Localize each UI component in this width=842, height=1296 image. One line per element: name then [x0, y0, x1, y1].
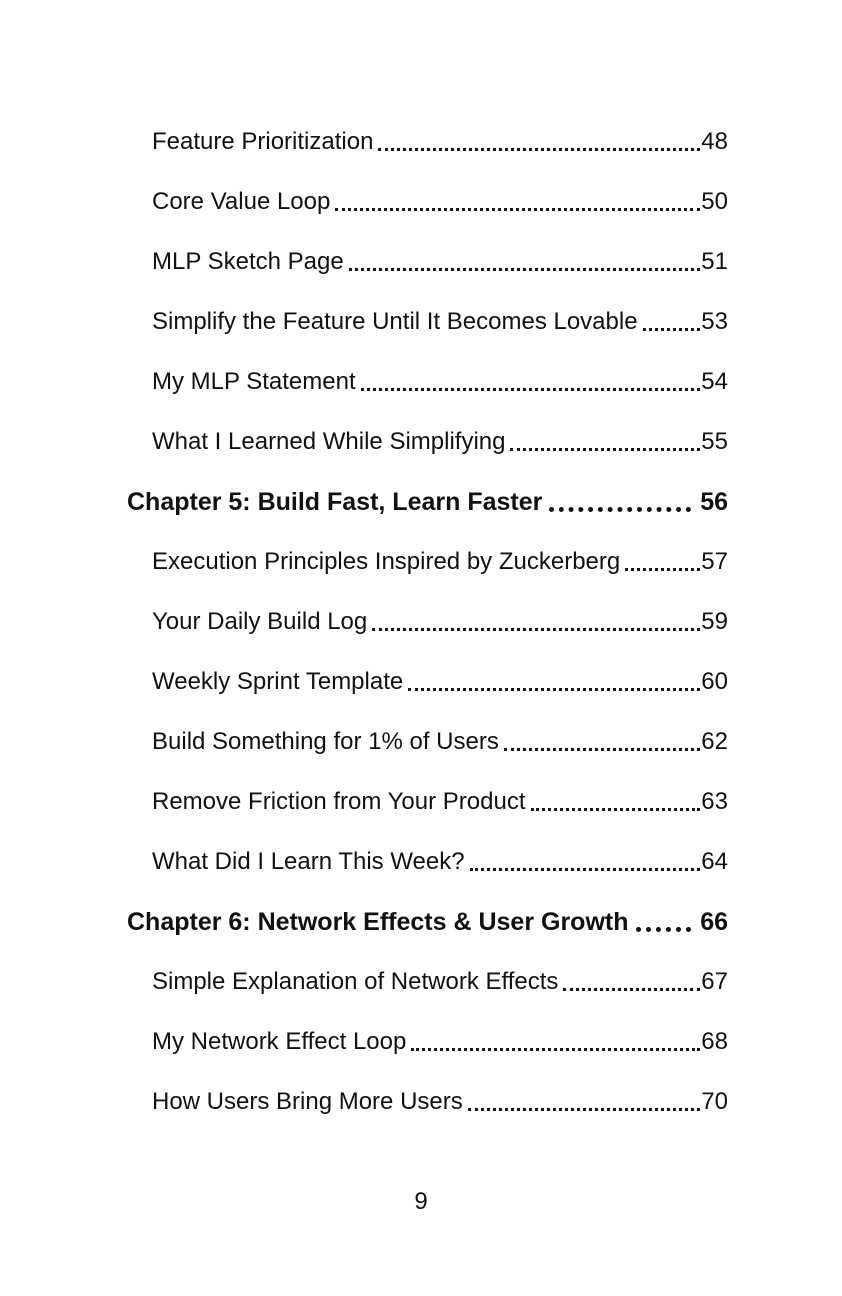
- dot-leader: [468, 1086, 701, 1111]
- toc-entry-label: My Network Effect Loop: [152, 1028, 407, 1055]
- toc-entry: [127, 846, 728, 878]
- toc-entry: [127, 1086, 728, 1118]
- toc-chapter-entry: [127, 486, 728, 518]
- page-footer: [0, 1186, 842, 1218]
- toc-entry: [127, 546, 728, 578]
- dot-leader: [625, 546, 700, 571]
- toc-entry-page-number: 48: [701, 128, 728, 155]
- toc-entry-page-number: 55: [701, 428, 728, 455]
- dot-leader: [504, 726, 700, 751]
- toc-entry-label: Execution Principles Inspired by Zuckerberg: [152, 548, 621, 575]
- toc-entry-page-number: 64: [701, 848, 728, 875]
- toc-entry: [127, 426, 728, 458]
- toc-entry-page-number: 66: [700, 908, 728, 936]
- toc-entry: [127, 966, 728, 998]
- toc-entry-page-number: 54: [701, 368, 728, 395]
- toc-entry-label: Chapter 6: Network Effects & User Growth: [127, 908, 629, 936]
- toc-entry-label: What Did I Learn This Week?: [152, 848, 465, 875]
- toc-entry: [127, 246, 728, 278]
- toc-entry: [127, 366, 728, 398]
- toc-entry-page-number: 68: [701, 1028, 728, 1055]
- dot-leader: [563, 966, 700, 991]
- dot-leader: [408, 666, 700, 691]
- toc-entry-label: Simple Explanation of Network Effects: [152, 968, 559, 995]
- toc-entry: [127, 786, 728, 818]
- page-number: 9: [414, 1188, 428, 1215]
- toc-entry-page-number: 70: [701, 1088, 728, 1115]
- toc-entry-label: Weekly Sprint Template: [152, 668, 404, 695]
- toc-entry: [127, 306, 728, 338]
- toc-entry-page-number: 60: [701, 668, 728, 695]
- toc-entry-page-number: 51: [701, 248, 728, 275]
- toc-entry-label: My MLP Statement: [152, 368, 356, 395]
- toc-entry-page-number: 57: [701, 548, 728, 575]
- dot-leader: [549, 486, 691, 512]
- toc-entry-label: Simplify the Feature Until It Becomes Lovable: [152, 308, 638, 335]
- toc-chapter-entry: [127, 906, 728, 938]
- dot-leader: [361, 366, 701, 391]
- toc-entry-page-number: 50: [701, 188, 728, 215]
- toc-entry: [127, 666, 728, 698]
- toc-entry-label: Feature Prioritization: [152, 128, 374, 155]
- toc-entry-label: Your Daily Build Log: [152, 608, 368, 635]
- toc-entry-page-number: 56: [700, 488, 728, 516]
- dot-leader: [378, 126, 700, 151]
- toc-entry-page-number: 62: [701, 728, 728, 755]
- toc-entry-label: Core Value Loop: [152, 188, 331, 215]
- toc-entry-page-number: 53: [701, 308, 728, 335]
- dot-leader: [349, 246, 701, 271]
- table-of-contents: [127, 126, 728, 1146]
- toc-entry-label: MLP Sketch Page: [152, 248, 344, 275]
- toc-entry-page-number: 67: [701, 968, 728, 995]
- dot-leader: [510, 426, 700, 451]
- dot-leader: [372, 606, 700, 631]
- dot-leader: [636, 906, 692, 932]
- toc-entry-label: What I Learned While Simplifying: [152, 428, 506, 455]
- dot-leader: [411, 1026, 700, 1051]
- toc-entry-page-number: 59: [701, 608, 728, 635]
- toc-entry: [127, 126, 728, 158]
- dot-leader: [470, 846, 701, 871]
- toc-entry-label: Chapter 5: Build Fast, Learn Faster: [127, 488, 543, 516]
- toc-entry: [127, 1026, 728, 1058]
- toc-entry: [127, 606, 728, 638]
- toc-entry: [127, 726, 728, 758]
- dot-leader: [531, 786, 701, 811]
- toc-entry-label: How Users Bring More Users: [152, 1088, 463, 1115]
- dot-leader: [335, 186, 700, 211]
- toc-entry: [127, 186, 728, 218]
- toc-entry-label: Remove Friction from Your Product: [152, 788, 526, 815]
- toc-entry-label: Build Something for 1% of Users: [152, 728, 499, 755]
- dot-leader: [643, 306, 701, 331]
- toc-entry-page-number: 63: [701, 788, 728, 815]
